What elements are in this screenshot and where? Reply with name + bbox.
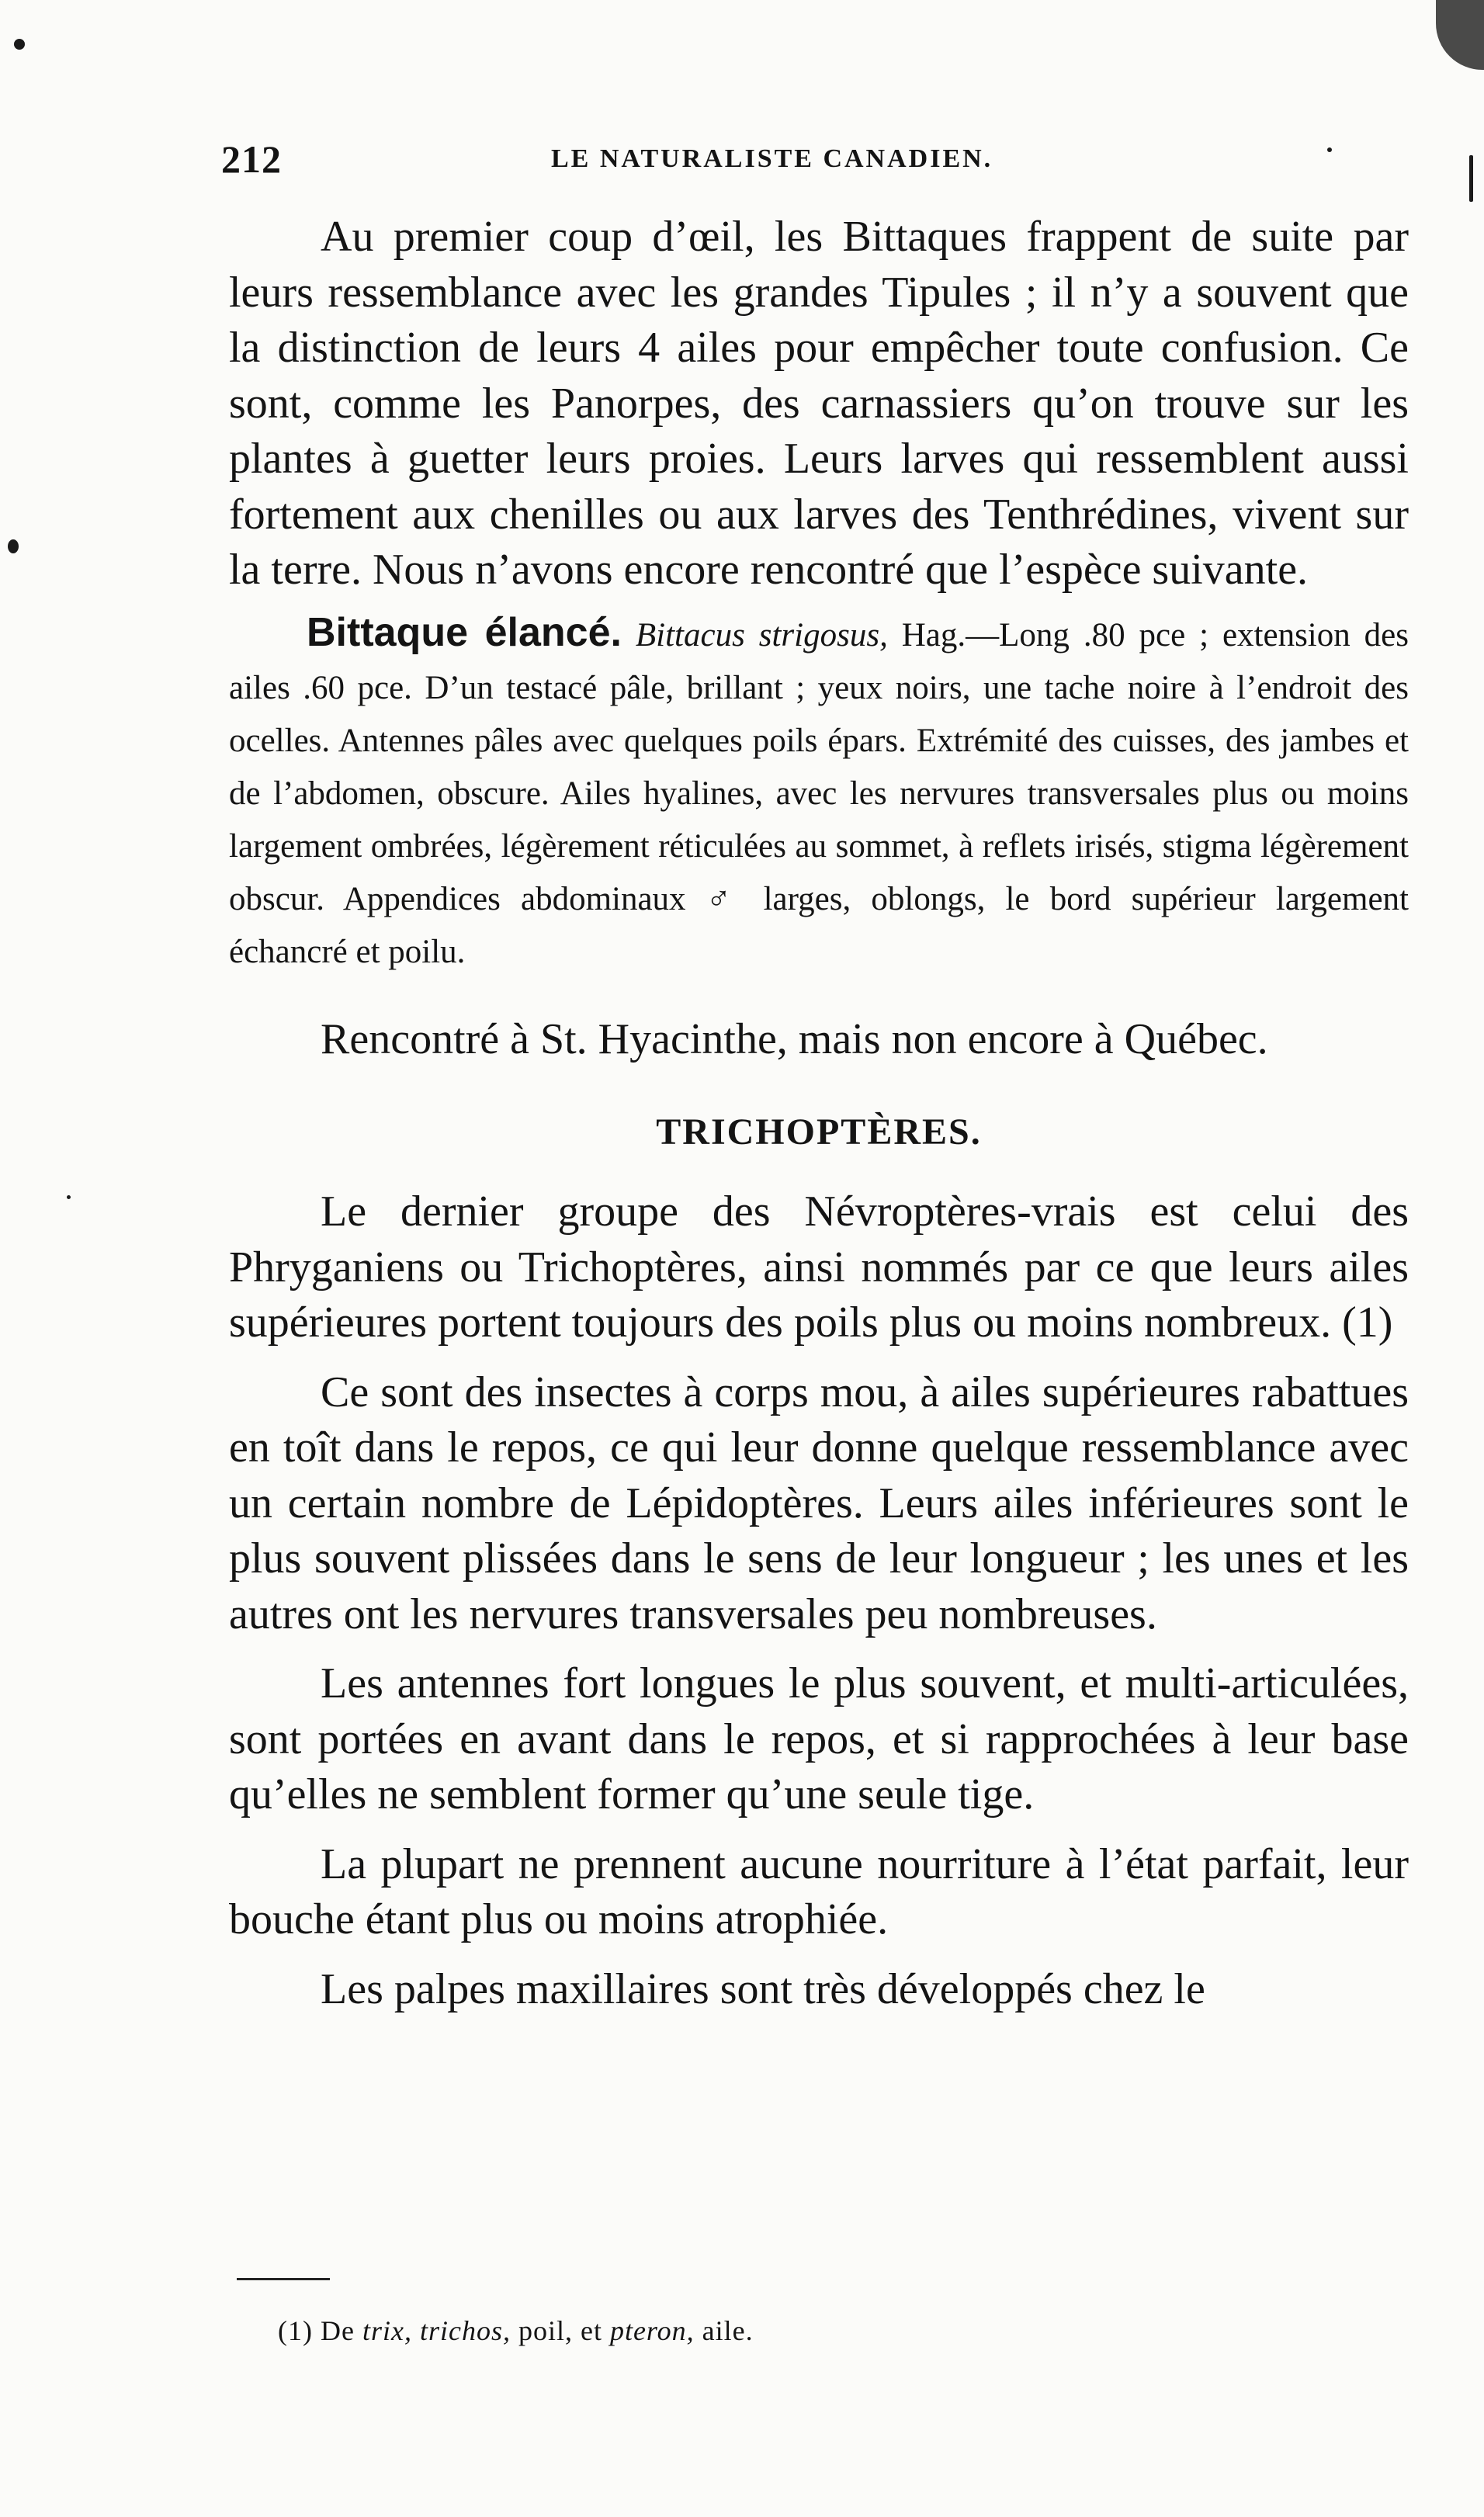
paragraph-palps: Les palpes maxillaires sont très développés chez le bbox=[321, 1964, 1205, 2013]
scan-speck bbox=[14, 39, 25, 50]
running-title: LE NATURALISTE CANADIEN. bbox=[551, 144, 993, 173]
species-entry bbox=[229, 606, 1409, 979]
footnote-term: trix, trichos, bbox=[362, 2315, 511, 2346]
page-header bbox=[221, 137, 1424, 183]
species-description: Hag.—Long .80 pce ; extension des ailes .60 pce. D’un testacé pâle, brillant ; yeux noirs, une tache noire à l’endroit des ocelles. Antennes pâles avec quelques poils épars. Extrémité des cuisses, des jambes et de l’abdomen, obscure. Ailes hyalines, avec les nervures transversales plus ou moins largement ombrées, légèrement réticulées au sommet, à reflets irisés, stigma légèrement obscur. Appendices abdominaux ♂ larges, oblongs, le bord supérieur largement échancré et poilu. bbox=[229, 616, 1409, 970]
scan-speck bbox=[1327, 147, 1332, 152]
paragraph-trichopteres-intro: Le dernier groupe des Névroptères-vrais est celui des Phryganiens ou Trichoptères, ainsi nommés par ce que leurs ailes supérieures portent toujours des poils plus ou moins nombreux. (1) bbox=[229, 1187, 1409, 1347]
footnote-marker: (1) bbox=[278, 2315, 313, 2346]
paragraph-antennae: Les antennes fort longues le plus souvent, et multi-articulées, sont portées en avant dans le repos, et si rapprochées à leur base qu’elles ne semblent former qu’une seule tige. bbox=[229, 1659, 1409, 1818]
paragraph-feeding: La plupart ne prennent aucune nourriture à l’état parfait, leur bouche étant plus ou moins atrophiée. bbox=[229, 1839, 1409, 1943]
page-number: 212 bbox=[221, 137, 282, 181]
paragraph-bittaques-intro: Au premier coup d’œil, les Bittaques frappent de suite par leurs ressemblance avec les grandes Tipules ; il n’y a souvent que la distinction de leurs 4 ailes pour empêcher toute confusion. Ce sont, comme les Panorpes, des carnassiers qu’on trouve sur les plantes à guetter leurs proies. Leurs larves qui ressemblent aussi fortement aux chenilles ou aux larves des Tenthrédines, vivent sur la terre. Nous n’avons encore rencontré que l’espèce suivante. bbox=[229, 213, 1409, 594]
footnote-text: De bbox=[320, 2315, 355, 2346]
paragraph-body-description: Ce sont des insectes à corps mou, à ailes supérieures rabattues en toît dans le repos, ce qui leur donne quelque ressemblance avec un certain nombre de Lépidoptères. Leurs ailes inférieures sont le plus souvent plissées dans le sens de leur longueur ; les unes et les autres ont les nervures transversales peu nombreuses. bbox=[229, 1368, 1409, 1638]
scan-speck bbox=[1436, 0, 1484, 70]
footnote-divider bbox=[237, 2278, 330, 2280]
footnote bbox=[278, 2314, 754, 2347]
scan-speck bbox=[1469, 155, 1473, 202]
footnote-text: poil, et bbox=[518, 2315, 602, 2346]
scan-speck bbox=[67, 1195, 71, 1199]
paragraph-locality: Rencontré à St. Hyacinthe, mais non encore à Québec. bbox=[321, 1014, 1268, 1063]
section-heading: TRICHOPTÈRES. bbox=[656, 1111, 982, 1153]
footnote-term: pteron, bbox=[609, 2315, 695, 2346]
scan-speck bbox=[8, 539, 19, 553]
main-text bbox=[229, 210, 1409, 2017]
species-name: Bittaque élancé. bbox=[307, 609, 622, 655]
footnote-text: aile. bbox=[702, 2315, 754, 2346]
species-latin-name: Bittacus strigosus, bbox=[635, 616, 888, 654]
